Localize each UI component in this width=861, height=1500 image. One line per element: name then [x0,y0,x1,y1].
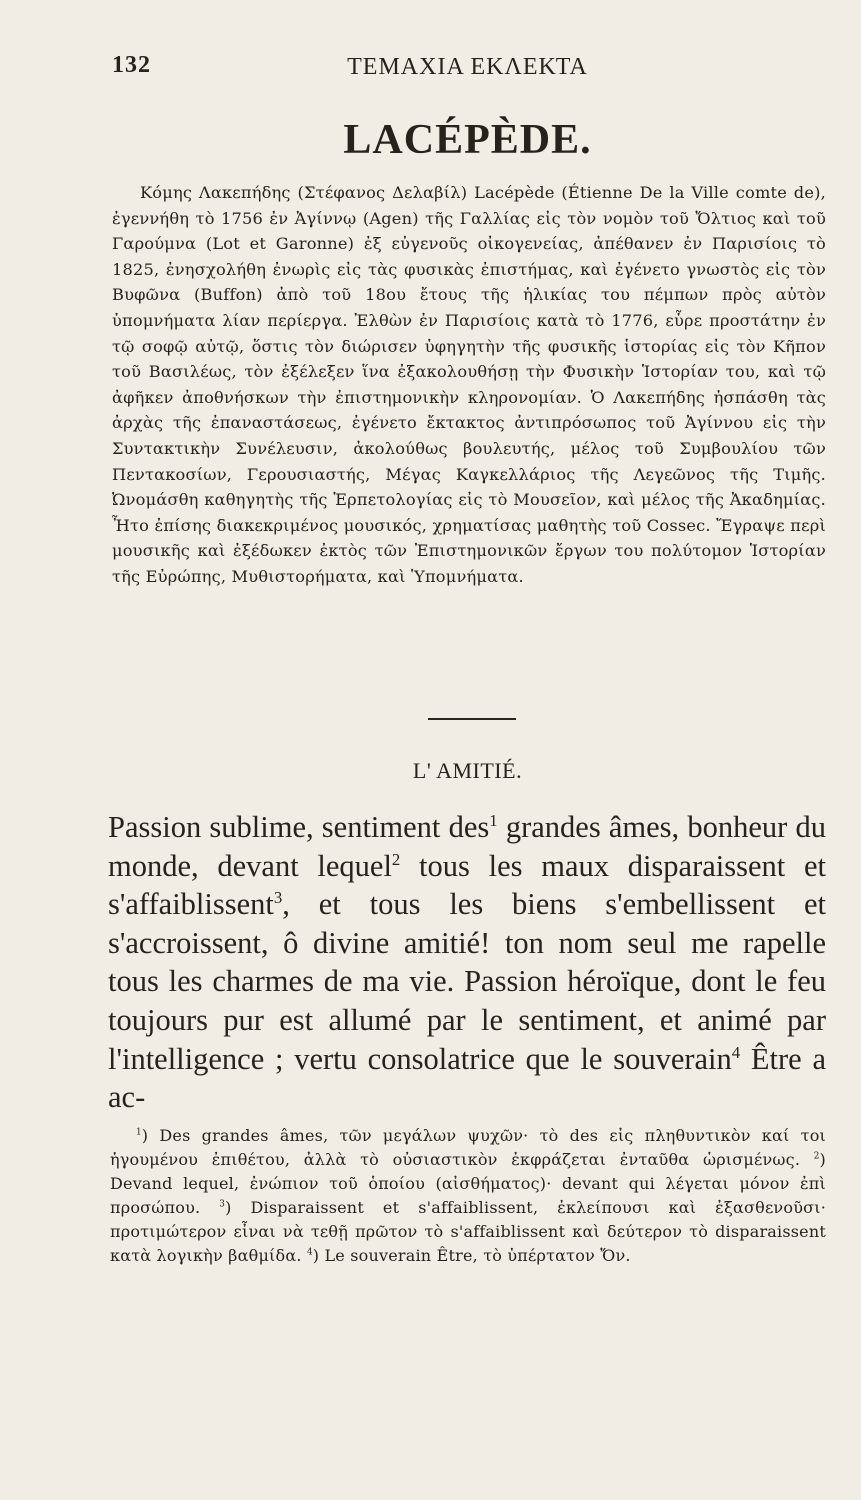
poem-text [108,808,826,1117]
footnote-text: ) Le souverain Être, τὸ ὑπέρτατον Ὄν. [312,1246,631,1265]
section-title: LACÉPÈDE. [343,117,592,163]
poem-title: L' AMITIÉ. [412,758,523,783]
poem-text-part: Passion sublime, sentiment des [108,810,490,844]
footnote-mark: 2 [813,1151,820,1162]
page-number: 132 [112,52,151,78]
footnote-ref: 1 [489,810,498,830]
running-title: ΤΕΜΑΧΙΑ ΕΚΛΕΚΤΑ [347,54,588,80]
poem-text-part: grandes âmes, bonheur du monde, devant lequel [108,810,826,883]
footnote-mark: 3 [219,1199,226,1210]
footnote-ref: 4 [731,1042,741,1062]
separator-rule [428,718,516,720]
poem-text-part: , et tous les biens s'embellissent et s'accroissent, ô divine amitié! ton nom seul me rapelle tous les charmes de ma vie. Passion héroïque, dont le feu toujours pur est allumé par le sentiment, et animé par l'intelligence ; vertu consolatrice que le souverain [108,887,826,1076]
footnotes [110,1124,826,1268]
footnote-mark: 1 [136,1127,142,1138]
footnote-mark: 4 [306,1247,313,1258]
biography-paragraph: Κόμης Λακεπήδης (Στέφανος Δελαβίλ) Lacépède (Étienne De la Ville comte de), ἐγεννήθη τὸ 1756 ἐν Ἀγίννῳ (Agen) τῆς Γαλλίας εἰς τὸν νομὸν τοῦ Ὄλτιος καὶ τοῦ Γαρούμνα (Lot et Garonne) ἐξ εὐγενοῦς οἰκογενείας, ἀπέθανεν ἐν Παρισίοις τὸ 1825, ἐνησχολήθη ἐνωρὶς εἰς τὰς φυσικὰς ἐπιστήμας, καὶ ἐγένετο γνωστὸς εἰς τὸν Βυφῶνα (Buffon) ἀπὸ τοῦ 18ου ἔτους τῆς ἡλικίας του πέμπων πρὸς αὐτὸν ὑπομνήματα λίαν περίεργα. Ἐλθὼν ἐν Παρισίοις κατὰ τὸ 1776, εὗρε προστάτην ἐν τῷ σοφῷ αὐτῷ, ὅστις τὸν διώρισεν ὑφηγητὴν τῆς φυσικῆς ἱστορίας εἰς τὸν Κῆπον τοῦ Βασιλέως, τὸν ἐξέλεξεν ἵνα ἐξακολουθήσῃ τὴν Φυσικὴν Ἱστορίαν του, καὶ τῷ ἀφῆκεν ἀποθνήσκων τὴν ἐπιστημονικὴν κληρονομίαν. Ὁ Λακεπήδης ἠσπάσθη τὰς ἀρχὰς τῆς ἐπαναστάσεως, ἐγένετο ἔκτακτος ἀντιπρόσωπος τοῦ Ἀγίννου εἰς τὴν Συντακτικὴν Συνέλευσιν, ἀκολούθως βουλευτής, μέλος τοῦ Συμβουλίου τῶν Πεντακοσίων, Γερουσιαστής, Μέγας Καγκελλάριος τῆς Λεγεῶνος τῆς Τιμῆς. Ὠνομάσθη καθηγητὴς τῆς Ἑρπετολογίας εἰς τὸ Μουσεῖον, καὶ μέλος τῆς Ἀκαδημίας. Ἦτο ἐπίσης διακεκριμένος μουσικός, χρηματίσας μαθητὴς τοῦ Cossec. Ἔγραψε περὶ μουσικῆς καὶ ἐξέδωκεν ἐκτὸς τῶν Ἐπιστημονικῶν ἔργων του πολύτομον Ἱστορίαν τῆς Εὐρώπης, Μυθιστορήματα, καὶ Ὑπομνήματα. [112,183,826,586]
footnote-ref: 3 [273,888,283,908]
running-head [110,52,825,86]
footnote-ref: 2 [391,849,401,869]
footnote-text: ) Devand lequel, ἐνώπιον τοῦ ὁποίου (αἰσθήματος)· devant qui λέγεται μόνον ἐπὶ προσώπου. [110,1150,826,1217]
footnote-text: ) Disparaissent et s'affaiblissent, ἐκλείπουσι καὶ ἐξασθενοῦσι· προτιμώτερον εἶναι νὰ τεθῇ πρῶτον τὸ s'affaiblissent καὶ δεύτερον τὸ disparaissent κατὰ λογικὴν βαθμίδα. [110,1198,826,1265]
poem-text-part: Être a ac- [108,1041,826,1115]
footnote-text: ) Des grandes âmes, τῶν μεγάλων ψυχῶν· τὸ des εἰς πληθυντικὸν καί τοι ἡγουμένου ἐπιθέτου, ἀλλὰ τὸ οὐσιαστικὸν ἐκφράζεται ἐνταῦθα ὡρισμένως. [110,1126,826,1169]
poem-text-part: tous les maux disparaissent et s'affaiblissent [108,848,826,922]
